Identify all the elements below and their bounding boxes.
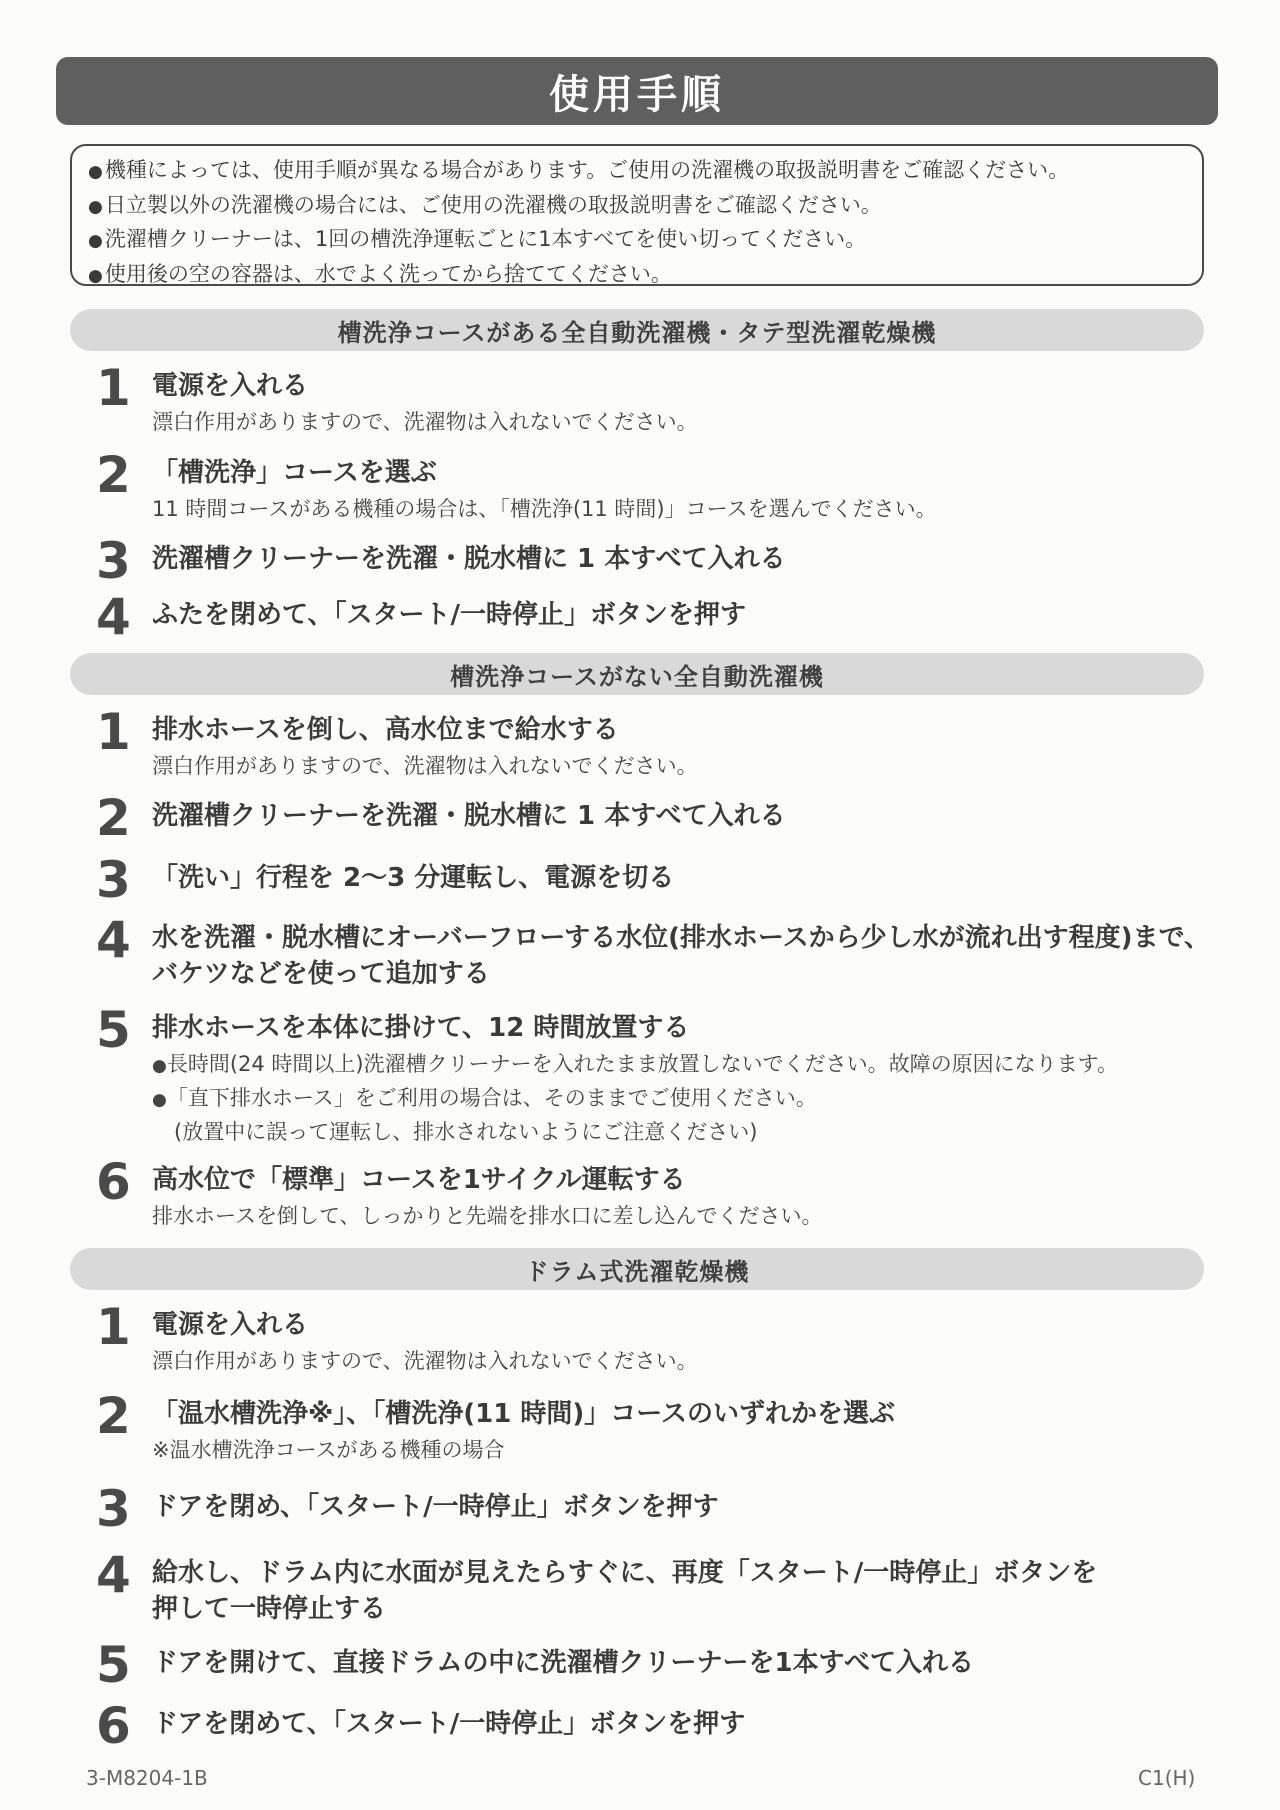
step-item <box>96 446 1216 525</box>
note-text: 日立製以外の洗濯機の場合には、ご使用の洗濯機の取扱説明書をご確認ください。 <box>104 192 882 217</box>
section-heading-text: ドラム式洗濯乾燥機 <box>524 1257 750 1286</box>
step-note: 漂白作用がありますので、洗濯物は入れないでください。 <box>152 754 698 778</box>
step-item <box>96 532 1216 590</box>
page-title-bar <box>56 57 1218 125</box>
step-item <box>96 703 1216 782</box>
step-number: 5 <box>96 1001 131 1059</box>
step-title: 高水位で「標準」コースを1サイクル運転する <box>152 1165 686 1195</box>
page-code: C1(H) <box>1138 1766 1196 1790</box>
step-item <box>96 1546 1216 1627</box>
step-item <box>96 1001 1216 1148</box>
step-note <box>152 1082 1216 1116</box>
bullet-icon: ● <box>88 162 103 182</box>
step-number: 1 <box>96 1298 131 1356</box>
section-heading <box>70 653 1204 695</box>
step-title: ドアを開けて、直接ドラムの中に洗濯槽クリーナーを1本すべて入れる <box>152 1648 975 1678</box>
step-title: 「槽洗浄」コースを選ぶ <box>152 458 437 488</box>
step-item <box>96 1480 1216 1538</box>
step-note <box>152 1048 1216 1082</box>
page-title: 使用手順 <box>549 71 725 118</box>
section-heading <box>70 309 1204 351</box>
bullet-icon: ● <box>88 265 103 286</box>
step-number: 3 <box>96 1480 131 1538</box>
step-item <box>96 911 1216 992</box>
note-text: 使用後の空の容器は、水でよく洗ってから捨ててください。 <box>104 261 672 286</box>
step-title: 給水し、ドラム内に水面が見えたらすぐに、再度「スタート/一時停止」ボタンを押して一時停止する <box>152 1558 1098 1624</box>
step-number: 2 <box>96 789 131 847</box>
note-text: 洗濯槽クリーナーは、1回の槽洗浄運転ごとに1本すべてを使い切ってください。 <box>104 227 867 251</box>
step-title: 「温水槽洗浄※」、「槽洗浄(11 時間)」コースのいずれかを選ぶ <box>152 1399 895 1429</box>
step-note: 漂白作用がありますので、洗濯物は入れないでください。 <box>152 1349 698 1373</box>
step-number: 4 <box>96 588 131 646</box>
bullet-icon: ● <box>88 196 103 217</box>
step-title: ドアを閉め、「スタート/一時停止」ボタンを押す <box>152 1492 719 1522</box>
step-item <box>96 1636 1216 1694</box>
step-item <box>96 359 1216 438</box>
step-number: 5 <box>96 1636 131 1694</box>
step-note: 漂白作用がありますので、洗濯物は入れないでください。 <box>152 410 698 434</box>
step-number: 2 <box>96 446 131 504</box>
step-item <box>96 588 1216 646</box>
step-number: 3 <box>96 532 131 590</box>
notes-box <box>70 144 1204 286</box>
note-text: 機種によっては、使用手順が異なる場合があります。ご使用の洗濯機の取扱説明書をご確認ください。 <box>104 158 1070 182</box>
step-title: 排水ホースを倒し、高水位まで給水する <box>152 715 619 745</box>
step-item <box>96 1298 1216 1377</box>
step-number: 3 <box>96 851 131 909</box>
step-item <box>96 789 1216 847</box>
step-item <box>96 1697 1216 1755</box>
step-item <box>96 1387 1216 1466</box>
step-number: 2 <box>96 1387 131 1445</box>
step-note: 11 時間コースがある機種の場合は、「槽洗浄(11 時間)」コースを選んでください。 <box>152 497 937 521</box>
section-heading-text: 槽洗浄コースがある全自動洗濯機・タテ型洗濯乾燥機 <box>337 318 937 347</box>
step-number: 6 <box>96 1153 131 1211</box>
step-number: 1 <box>96 359 131 417</box>
section-heading-text: 槽洗浄コースがない全自動洗濯機 <box>450 662 824 691</box>
note-item <box>88 223 1186 258</box>
step-note: (放置中に誤って運転し、排水されないようにご注意ください) <box>174 1120 758 1144</box>
step-title: 洗濯槽クリーナーを洗濯・脱水槽に 1 本すべて入れる <box>152 801 786 831</box>
step-note-text: 長時間(24 時間以上)洗濯槽クリーナーを入れたまま放置しないでください。故障の原因になります。 <box>166 1052 1118 1076</box>
step-item <box>96 851 1216 909</box>
step-note: 排水ホースを倒して、しっかりと先端を排水口に差し込んでください。 <box>152 1204 823 1228</box>
section-heading <box>70 1248 1204 1290</box>
step-number: 4 <box>96 911 131 969</box>
bullet-icon: ● <box>152 1090 167 1110</box>
step-title: 洗濯槽クリーナーを洗濯・脱水槽に 1 本すべて入れる <box>152 544 786 574</box>
note-item <box>88 154 1186 189</box>
step-title: 電源を入れる <box>152 1310 309 1340</box>
note-item <box>88 189 1186 224</box>
step-number: 6 <box>96 1697 131 1755</box>
document-code: 3-M8204-1B <box>86 1766 208 1790</box>
step-item <box>96 1153 1216 1232</box>
note-item <box>88 258 1186 293</box>
step-note-text: 「直下排水ホース」をご利用の場合は、そのままでご使用ください。 <box>166 1086 817 1110</box>
bullet-icon: ● <box>88 231 103 251</box>
step-title: ふたを閉めて、「スタート/一時停止」ボタンを押す <box>152 600 746 630</box>
step-title: 電源を入れる <box>152 371 309 401</box>
step-note: ※温水槽洗浄コースがある機種の場合 <box>152 1438 505 1462</box>
bullet-icon: ● <box>152 1056 167 1076</box>
step-title: 水を洗濯・脱水槽にオーバーフローする水位(排水ホースから少し水が流れ出す程度)まで、バケツなどを使って追加する <box>152 923 1211 989</box>
step-number: 1 <box>96 703 131 761</box>
step-title: 「洗い」行程を 2～3 分運転し、電源を切る <box>152 863 675 893</box>
step-title: ドアを閉めて、「スタート/一時停止」ボタンを押す <box>152 1709 746 1739</box>
step-number: 4 <box>96 1546 131 1604</box>
step-title: 排水ホースを本体に掛けて、12 時間放置する <box>152 1013 690 1043</box>
